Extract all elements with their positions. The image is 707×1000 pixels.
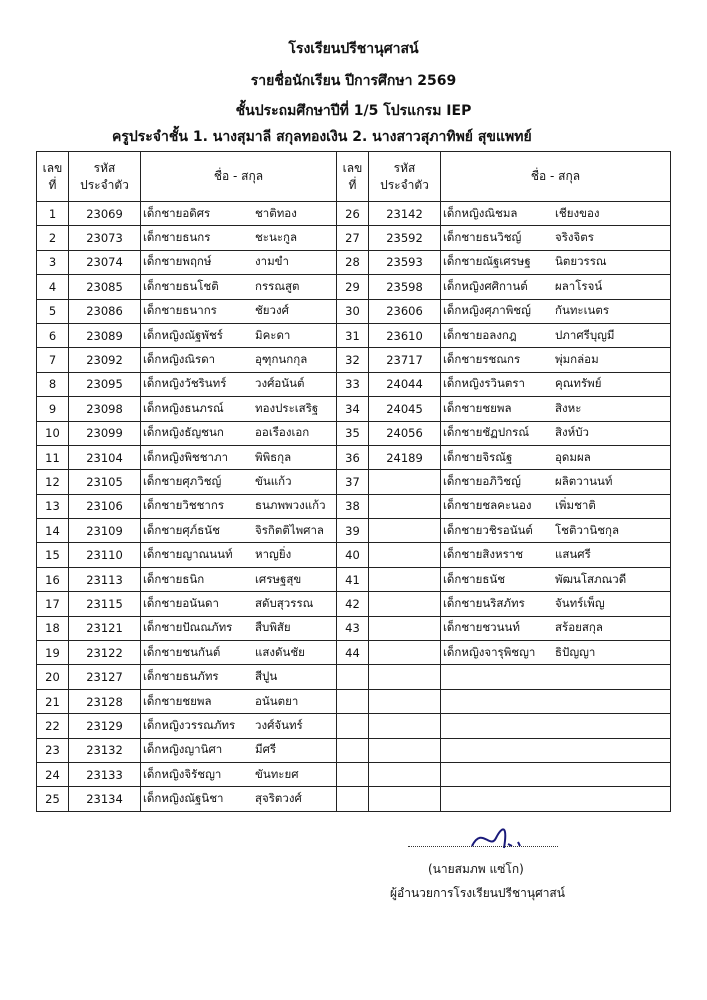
student-name-cell xyxy=(441,494,671,518)
student-name-cell xyxy=(141,543,337,567)
student-name-cell xyxy=(441,665,671,689)
table-row xyxy=(37,689,671,713)
student-id: 23127 xyxy=(69,665,141,689)
student-id: 23592 xyxy=(369,226,441,250)
signature-line xyxy=(408,846,558,847)
student-first-name: เด็กชายชยพล xyxy=(443,400,512,415)
student-id: 23092 xyxy=(69,348,141,372)
student-id xyxy=(369,665,441,689)
student-no: 5 xyxy=(37,299,69,323)
student-id: 23109 xyxy=(69,519,141,543)
student-first-name: เด็กหญิงณิชมล xyxy=(443,205,518,220)
student-first-name: เด็กหญิงพิชชาภา xyxy=(143,449,229,464)
student-last-name: ทองประเสริฐ xyxy=(255,400,319,415)
student-name-cell xyxy=(141,250,337,274)
student-name-cell xyxy=(141,787,337,811)
table-row xyxy=(37,567,671,591)
student-no: 1 xyxy=(37,202,69,226)
student-id xyxy=(369,641,441,665)
student-first-name: เด็กชายอนันดา xyxy=(143,595,219,610)
student-first-name: เด็กชายชัฏปกรณ์ xyxy=(443,425,529,440)
student-name-cell xyxy=(141,348,337,372)
student-name-cell xyxy=(441,275,671,299)
signature-mark xyxy=(468,820,538,856)
student-no: 24 xyxy=(37,762,69,786)
student-first-name: เด็กชายวิชชากร xyxy=(143,498,225,513)
student-name-cell xyxy=(441,592,671,616)
student-id xyxy=(369,762,441,786)
student-first-name: เด็กชายศุภวิชญ์ xyxy=(143,473,222,488)
student-name-cell xyxy=(441,689,671,713)
student-first-name: เด็กชายปัณณภัทร xyxy=(143,620,233,635)
table-row xyxy=(37,299,671,323)
student-name-cell xyxy=(141,397,337,421)
table-row xyxy=(37,762,671,786)
student-id: 24044 xyxy=(369,372,441,396)
student-id: 23128 xyxy=(69,689,141,713)
student-first-name: เด็กชายวชิรอนันต์ xyxy=(443,522,533,537)
student-no: 8 xyxy=(37,372,69,396)
student-id xyxy=(369,787,441,811)
student-first-name: เด็กหญิงณัฐนิชา xyxy=(143,791,224,806)
student-no: 21 xyxy=(37,689,69,713)
student-name-cell xyxy=(141,299,337,323)
student-id: 23089 xyxy=(69,323,141,347)
student-id xyxy=(369,543,441,567)
student-no xyxy=(337,787,369,811)
student-no: 6 xyxy=(37,323,69,347)
student-no: 10 xyxy=(37,421,69,445)
student-last-name: พุ่มกล่อม xyxy=(555,352,599,367)
table-row xyxy=(37,494,671,518)
student-no: 43 xyxy=(337,616,369,640)
student-name-cell xyxy=(141,323,337,347)
student-name-cell xyxy=(441,616,671,640)
student-id: 23142 xyxy=(369,202,441,226)
student-id xyxy=(369,616,441,640)
student-id xyxy=(369,470,441,494)
student-name-cell xyxy=(141,641,337,665)
student-first-name: เด็กหญิงธัญชนก xyxy=(143,425,224,440)
student-name-cell xyxy=(141,738,337,762)
student-last-name: ธิปัญญา xyxy=(555,644,596,659)
student-name-cell xyxy=(441,202,671,226)
student-first-name: เด็กชายนริสภัทร xyxy=(443,595,525,610)
student-name-cell xyxy=(141,226,337,250)
student-first-name: เด็กชายณัฐเศรษฐ xyxy=(443,254,531,269)
student-first-name: เด็กชายรชณกร xyxy=(443,352,521,367)
student-last-name: อุดมผล xyxy=(555,449,591,464)
student-last-name: เพิ่มชาติ xyxy=(555,498,596,513)
student-id: 23110 xyxy=(69,543,141,567)
student-last-name: สิงห์บัว xyxy=(555,425,589,440)
table-row xyxy=(37,445,671,469)
student-first-name: เด็กชายธนัช xyxy=(443,571,506,586)
table-row xyxy=(37,275,671,299)
student-id: 24045 xyxy=(369,397,441,421)
student-last-name: กรรณสูต xyxy=(255,278,300,293)
student-last-name: วงศ์อนันต์ xyxy=(255,376,305,391)
student-id: 23099 xyxy=(69,421,141,445)
signer-title: ผู้อำนวยการโรงเรียนปรีชานุศาสน์ xyxy=(390,886,565,900)
student-id xyxy=(369,738,441,762)
student-first-name: เด็กหญิงวรรณภัทร xyxy=(143,717,236,732)
student-last-name: แสงดันชัย xyxy=(255,644,305,659)
student-id xyxy=(369,689,441,713)
student-first-name: เด็กหญิงศศิกานต์ xyxy=(443,278,528,293)
student-no: 38 xyxy=(337,494,369,518)
student-name-cell xyxy=(441,567,671,591)
student-last-name: พิพิธกุล xyxy=(255,449,292,464)
student-name-cell xyxy=(441,470,671,494)
student-first-name: เด็กหญิงณัฐพัชร์ xyxy=(143,327,223,342)
student-first-name: เด็กชายธนวิชญ์ xyxy=(443,230,522,245)
student-no: 25 xyxy=(37,787,69,811)
student-no: 23 xyxy=(37,738,69,762)
student-first-name: เด็กหญิงญานิศา xyxy=(143,742,223,757)
student-name-cell xyxy=(141,519,337,543)
student-no: 4 xyxy=(37,275,69,299)
student-id: 24056 xyxy=(369,421,441,445)
student-id: 23113 xyxy=(69,567,141,591)
student-id xyxy=(369,494,441,518)
table-row xyxy=(37,470,671,494)
student-name-cell xyxy=(141,714,337,738)
student-no xyxy=(337,762,369,786)
student-name-cell xyxy=(141,445,337,469)
homeroom-teachers: ครูประจำชั้น 1. นางสุมาลี สกุลทองเงิน 2. นางสาวสุภาทิพย์ สุขแพทย์ xyxy=(112,129,532,145)
table-row xyxy=(37,665,671,689)
student-name-cell xyxy=(441,738,671,762)
student-no: 27 xyxy=(337,226,369,250)
student-name-cell xyxy=(141,762,337,786)
student-last-name: ชาติทอง xyxy=(255,205,297,220)
student-no: 20 xyxy=(37,665,69,689)
student-id: 23593 xyxy=(369,250,441,274)
table-row xyxy=(37,323,671,347)
student-no: 17 xyxy=(37,592,69,616)
student-last-name: ผลาโรจน์ xyxy=(555,278,603,293)
student-id: 23106 xyxy=(69,494,141,518)
student-last-name: อนันตยา xyxy=(255,693,299,708)
student-last-name: จันทร์เพ็ญ xyxy=(555,595,605,610)
student-last-name: สิงหะ xyxy=(555,400,582,415)
list-title: รายชื่อนักเรียน ปีการศึกษา 2569 xyxy=(250,73,457,89)
student-name-cell xyxy=(141,689,337,713)
student-name-cell xyxy=(141,567,337,591)
student-last-name: คุณทรัพย์ xyxy=(555,376,602,391)
student-id: 23073 xyxy=(69,226,141,250)
student-last-name: ขันแก้ว xyxy=(255,473,292,488)
student-name-cell xyxy=(441,250,671,274)
student-first-name: เด็กชายธนโชติ xyxy=(143,278,219,293)
student-last-name: งามขำ xyxy=(255,254,289,269)
student-last-name: โชติวานิชกุล xyxy=(555,522,620,537)
student-last-name: ธนภพพวงแก้ว xyxy=(255,498,326,513)
student-no: 18 xyxy=(37,616,69,640)
student-name-cell xyxy=(441,397,671,421)
student-no: 31 xyxy=(337,323,369,347)
student-first-name: เด็กหญิงวัชรินทร์ xyxy=(143,376,227,391)
table-row xyxy=(37,372,671,396)
student-id: 23105 xyxy=(69,470,141,494)
table-row xyxy=(37,226,671,250)
student-name-cell xyxy=(441,299,671,323)
student-name-cell xyxy=(441,787,671,811)
student-id xyxy=(369,567,441,591)
student-name-cell xyxy=(441,543,671,567)
student-no: 16 xyxy=(37,567,69,591)
student-first-name: เด็กชายธนภัทร xyxy=(143,669,219,684)
student-last-name: พัฒนโสภณวดี xyxy=(555,571,627,586)
student-no: 26 xyxy=(337,202,369,226)
student-no: 36 xyxy=(337,445,369,469)
student-no: 30 xyxy=(337,299,369,323)
header-no: เลข ที่ xyxy=(37,152,69,202)
student-id: 23134 xyxy=(69,787,141,811)
table-row xyxy=(37,543,671,567)
student-first-name: เด็กชายจิรณัฐ xyxy=(443,449,513,464)
student-no: 13 xyxy=(37,494,69,518)
student-no: 35 xyxy=(337,421,369,445)
student-first-name: เด็กชายพฤกษ์ xyxy=(143,254,212,269)
student-name-cell xyxy=(141,470,337,494)
student-id: 23121 xyxy=(69,616,141,640)
student-first-name: เด็กหญิงจิรัชญา xyxy=(143,766,222,781)
student-id xyxy=(369,592,441,616)
student-no: 32 xyxy=(337,348,369,372)
student-no: 2 xyxy=(37,226,69,250)
student-first-name: เด็กหญิงจารุพิชญา xyxy=(443,644,536,659)
student-name-cell xyxy=(441,323,671,347)
student-first-name: เด็กชายธนากร xyxy=(143,303,217,318)
student-id: 23598 xyxy=(369,275,441,299)
student-name-cell xyxy=(141,275,337,299)
student-first-name: เด็กชายศุภ์ธนัช xyxy=(143,522,220,537)
student-id: 23606 xyxy=(369,299,441,323)
student-last-name: ออเรืองเอก xyxy=(255,425,310,440)
student-name-cell xyxy=(141,421,337,445)
student-last-name: สร้อยสกุล xyxy=(555,620,603,635)
student-no xyxy=(337,689,369,713)
signer-name: (นายสมภพ แซ่โก) xyxy=(428,862,524,876)
student-name-cell xyxy=(141,665,337,689)
student-last-name: หาญยิ่ง xyxy=(255,547,292,562)
student-id xyxy=(369,714,441,738)
student-name-cell xyxy=(441,714,671,738)
table-row xyxy=(37,787,671,811)
table-row xyxy=(37,250,671,274)
table-row xyxy=(37,641,671,665)
student-id: 23610 xyxy=(369,323,441,347)
student-no: 12 xyxy=(37,470,69,494)
student-name-cell xyxy=(141,372,337,396)
header-name: ชื่อ - สกุล xyxy=(141,152,337,202)
student-last-name: สีปูน xyxy=(255,669,278,684)
student-last-name: แสนศรี xyxy=(555,547,591,562)
student-id: 23132 xyxy=(69,738,141,762)
student-no: 44 xyxy=(337,641,369,665)
student-last-name: มีศรี xyxy=(255,742,277,757)
student-name-cell xyxy=(441,641,671,665)
student-id: 23074 xyxy=(69,250,141,274)
student-no: 34 xyxy=(337,397,369,421)
student-last-name: อุฑุกนกกุล xyxy=(255,352,308,367)
student-id: 23122 xyxy=(69,641,141,665)
student-id: 23095 xyxy=(69,372,141,396)
student-last-name: มิคะดา xyxy=(255,327,291,342)
student-id: 24189 xyxy=(369,445,441,469)
student-no: 40 xyxy=(337,543,369,567)
student-last-name: ผลิตวานนท์ xyxy=(555,473,613,488)
student-no: 33 xyxy=(337,372,369,396)
student-first-name: เด็กชายชลคะนอง xyxy=(443,498,532,513)
student-last-name: สืบพิสัย xyxy=(255,620,291,635)
student-no: 15 xyxy=(37,543,69,567)
student-id xyxy=(369,519,441,543)
student-name-cell xyxy=(141,202,337,226)
school-name: โรงเรียนปรีชานุศาสน์ xyxy=(288,41,419,57)
table-row xyxy=(37,519,671,543)
student-last-name: นิตยวรรณ xyxy=(555,254,607,269)
student-id: 23115 xyxy=(69,592,141,616)
student-last-name: จิรกิตติไพศาล xyxy=(255,522,324,537)
student-last-name: จริงจิตร xyxy=(555,230,594,245)
student-no: 42 xyxy=(337,592,369,616)
student-no: 28 xyxy=(337,250,369,274)
student-last-name: ขันทะยศ xyxy=(255,766,299,781)
table-row xyxy=(37,714,671,738)
student-name-cell xyxy=(441,519,671,543)
student-id: 23069 xyxy=(69,202,141,226)
table-body xyxy=(37,202,671,812)
table-row xyxy=(37,738,671,762)
student-no: 22 xyxy=(37,714,69,738)
student-name-cell xyxy=(441,226,671,250)
student-no: 9 xyxy=(37,397,69,421)
student-first-name: เด็กชายธนิก xyxy=(143,571,205,586)
student-table xyxy=(36,151,671,812)
table-row xyxy=(37,348,671,372)
student-first-name: เด็กชายอลงกฎ xyxy=(443,327,517,342)
student-last-name: กันทะเนตร xyxy=(555,303,610,318)
header-id-2: รหัส ประจำตัว xyxy=(369,152,441,202)
table-row xyxy=(37,592,671,616)
header-name-2: ชื่อ - สกุล xyxy=(441,152,671,202)
student-no: 11 xyxy=(37,445,69,469)
student-name-cell xyxy=(141,592,337,616)
student-last-name: ชะนะกูล xyxy=(255,230,298,245)
student-no: 29 xyxy=(337,275,369,299)
student-last-name: เศรษฐสุข xyxy=(255,571,302,586)
student-id: 23133 xyxy=(69,762,141,786)
student-no: 39 xyxy=(337,519,369,543)
student-last-name: เชียงของ xyxy=(555,205,600,220)
student-first-name: เด็กชายอภิวิชญ์ xyxy=(443,473,521,488)
table-header-row xyxy=(37,152,671,202)
student-first-name: เด็กหญิงศุภาพิชญ์ xyxy=(443,303,531,318)
student-no xyxy=(337,665,369,689)
student-id: 23086 xyxy=(69,299,141,323)
student-first-name: เด็กหญิงธนภรณ์ xyxy=(143,400,224,415)
student-no: 3 xyxy=(37,250,69,274)
student-first-name: เด็กชายอดิศร xyxy=(143,205,211,220)
student-first-name: เด็กชายชยพล xyxy=(143,693,212,708)
student-name-cell xyxy=(141,494,337,518)
table-row xyxy=(37,421,671,445)
student-no: 14 xyxy=(37,519,69,543)
student-name-cell xyxy=(441,348,671,372)
student-last-name: ปภาศรีบุญมี xyxy=(555,327,615,342)
student-name-cell xyxy=(441,421,671,445)
student-last-name: ชัยวงศ์ xyxy=(255,303,289,318)
student-no: 37 xyxy=(337,470,369,494)
student-name-cell xyxy=(141,616,337,640)
student-no: 41 xyxy=(337,567,369,591)
student-name-cell xyxy=(441,762,671,786)
student-no: 19 xyxy=(37,641,69,665)
student-first-name: เด็กชายชนกันต์ xyxy=(143,644,221,659)
student-first-name: เด็กชายญาณนนท์ xyxy=(143,547,233,562)
student-last-name: สดับสุวรรณ xyxy=(255,595,314,610)
student-no xyxy=(337,738,369,762)
student-last-name: สุจริตวงศ์ xyxy=(255,791,302,806)
table-row xyxy=(37,397,671,421)
student-last-name: วงศ์จันทร์ xyxy=(255,717,303,732)
student-id: 23129 xyxy=(69,714,141,738)
student-name-cell xyxy=(441,445,671,469)
student-id: 23104 xyxy=(69,445,141,469)
student-no: 7 xyxy=(37,348,69,372)
student-id: 23098 xyxy=(69,397,141,421)
header-id: รหัส ประจำตัว xyxy=(69,152,141,202)
student-id: 23085 xyxy=(69,275,141,299)
student-name-cell xyxy=(441,372,671,396)
student-id: 23717 xyxy=(369,348,441,372)
student-first-name: เด็กชายสิงหราช xyxy=(443,547,524,562)
header-no-2: เลข ที่ xyxy=(337,152,369,202)
class-line: ชั้นประถมศึกษาปีที่ 1/5 โปรแกรม IEP xyxy=(235,103,472,119)
student-first-name: เด็กชายธนกร xyxy=(143,230,211,245)
student-no xyxy=(337,714,369,738)
student-first-name: เด็กหญิงรวินตรา xyxy=(443,376,525,391)
table-row xyxy=(37,616,671,640)
student-first-name: เด็กชายชวนนท์ xyxy=(443,620,520,635)
student-first-name: เด็กหญิงณิรดา xyxy=(143,352,216,367)
table-row xyxy=(37,202,671,226)
